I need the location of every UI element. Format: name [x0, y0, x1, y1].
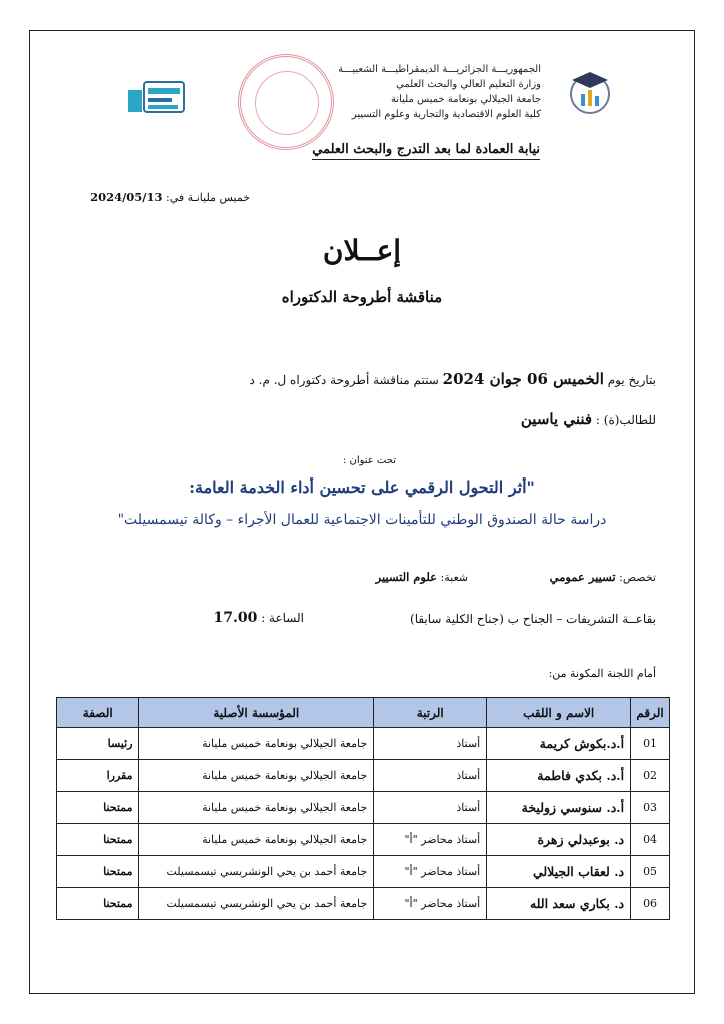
table-row: [57, 888, 670, 920]
student-label: للطالب(ة) :: [595, 413, 656, 427]
member-rank: أستاذ: [374, 760, 487, 792]
member-name: أ.د.بكوش كريمة: [487, 728, 631, 760]
thesis-title-line1: "أثر التحول الرقمي على تحسين أداء الخدمة العامة:: [189, 478, 535, 497]
member-number: 02: [631, 760, 670, 792]
member-number: 03: [631, 792, 670, 824]
member-role: رئيسا: [57, 728, 139, 760]
department-title: نيابة العمادة لما بعد التدرج والبحث العلمي: [312, 142, 540, 160]
under-title-label: تحت عنوان :: [342, 455, 396, 466]
member-name: أ.د. بكدي فاطمة: [487, 760, 631, 792]
student-name: فنني ياسين: [520, 410, 593, 428]
header-line-university: جامعة الجيلالي بونعامة خميس مليانة: [390, 94, 541, 105]
member-name: أ.د. سنوسي زوليخة: [487, 792, 631, 824]
member-institution: جامعة أحمد بن يحي الونشريسي تيسمسيلت: [139, 856, 374, 888]
table-row: [57, 792, 670, 824]
col-name: الاسم و اللقب: [487, 698, 631, 728]
header-line-republic: الجمهوريـــة الجزائريـــة الديمقراطيـــة الشعبيـــة: [338, 64, 541, 75]
branch-label: شعبة:: [440, 571, 468, 584]
page-title: إعــلان: [322, 234, 402, 267]
defense-date-line: [249, 370, 656, 388]
university-logo: [568, 68, 612, 116]
col-rank: الرتبة: [374, 698, 487, 728]
specialty-value: تسيير عمومي: [549, 570, 616, 584]
member-institution: جامعة الجيلالي بونعامة خميس مليانة: [139, 792, 374, 824]
member-role: ممتحنا: [57, 888, 139, 920]
member-rank: أستاذ محاضر "أ": [374, 856, 487, 888]
member-rank: أستاذ محاضر "أ": [374, 824, 487, 856]
table-row: [57, 760, 670, 792]
member-name: د. لعقاب الجيلالي: [487, 856, 631, 888]
member-number: 05: [631, 856, 670, 888]
table-row: [57, 824, 670, 856]
header-line-ministry: وزارة التعليم العالي والبحث العلمي: [396, 79, 541, 90]
member-rank: أستاذ محاضر "أ": [374, 888, 487, 920]
member-role: ممتحنا: [57, 824, 139, 856]
member-institution: جامعة الجيلالي بونعامة خميس مليانة: [139, 824, 374, 856]
header-line-faculty: كلية العلوم الاقتصادية والتجارية وعلوم التسيير: [351, 109, 541, 120]
defense-date: الخميس 06 جوان 2024: [442, 370, 604, 388]
member-number: 04: [631, 824, 670, 856]
member-number: 01: [631, 728, 670, 760]
table-row: [57, 728, 670, 760]
faculty-logo: [126, 76, 186, 116]
table-header-row: [57, 698, 670, 728]
table-row: [57, 856, 670, 888]
col-number: الرقم: [631, 698, 670, 728]
specialty-label: تخصص:: [619, 571, 656, 584]
defense-place: بقاعــة التشريفات – الجناح ب (جناح الكلية سابقا): [410, 612, 656, 626]
committee-table: [56, 697, 670, 920]
member-rank: أستاذ: [374, 728, 487, 760]
member-institution: جامعة الجيلالي بونعامة خميس مليانة: [139, 728, 374, 760]
hour-label: الساعة :: [261, 611, 304, 625]
branch: [376, 570, 468, 584]
defense-hour: [214, 610, 304, 626]
member-number: 06: [631, 888, 670, 920]
date-prefix: بتاريخ يوم: [607, 373, 656, 387]
document-date: [90, 190, 250, 204]
member-role: ممتحنا: [57, 856, 139, 888]
member-role: ممتحنا: [57, 792, 139, 824]
hour-value: 17.00: [213, 610, 258, 626]
date-label: خميس مليانـة في:: [165, 191, 250, 204]
date-value: 2024/05/13: [90, 190, 163, 204]
member-name: د. بكاري سعد الله: [487, 888, 631, 920]
member-role: مقررا: [57, 760, 139, 792]
col-role: الصفة: [57, 698, 139, 728]
specialty: [550, 570, 656, 584]
page-subtitle: مناقشة أطروحة الدكتوراه: [281, 288, 443, 306]
date-suffix: ستتم مناقشة أطروحة دكتوراه ل. م. د: [249, 373, 439, 387]
member-name: د. بوعبدلي زهرة: [487, 824, 631, 856]
committee-intro: أمام اللجنة المكونة من:: [548, 667, 656, 680]
member-rank: أستاذ: [374, 792, 487, 824]
branch-value: علوم التسيير: [375, 570, 438, 584]
member-institution: جامعة أحمد بن يحي الونشريسي تيسمسيلت: [139, 888, 374, 920]
member-institution: جامعة الجيلالي بونعامة خميس مليانة: [139, 760, 374, 792]
col-institution: المؤسسة الأصلية: [139, 698, 374, 728]
official-header: [241, 62, 541, 122]
student-line: [521, 410, 656, 428]
thesis-title-line2: دراسة حالة الصندوق الوطني للتأمينات الاجتماعية للعمال الأجراء – وكالة تيسمسيلت": [117, 512, 607, 528]
